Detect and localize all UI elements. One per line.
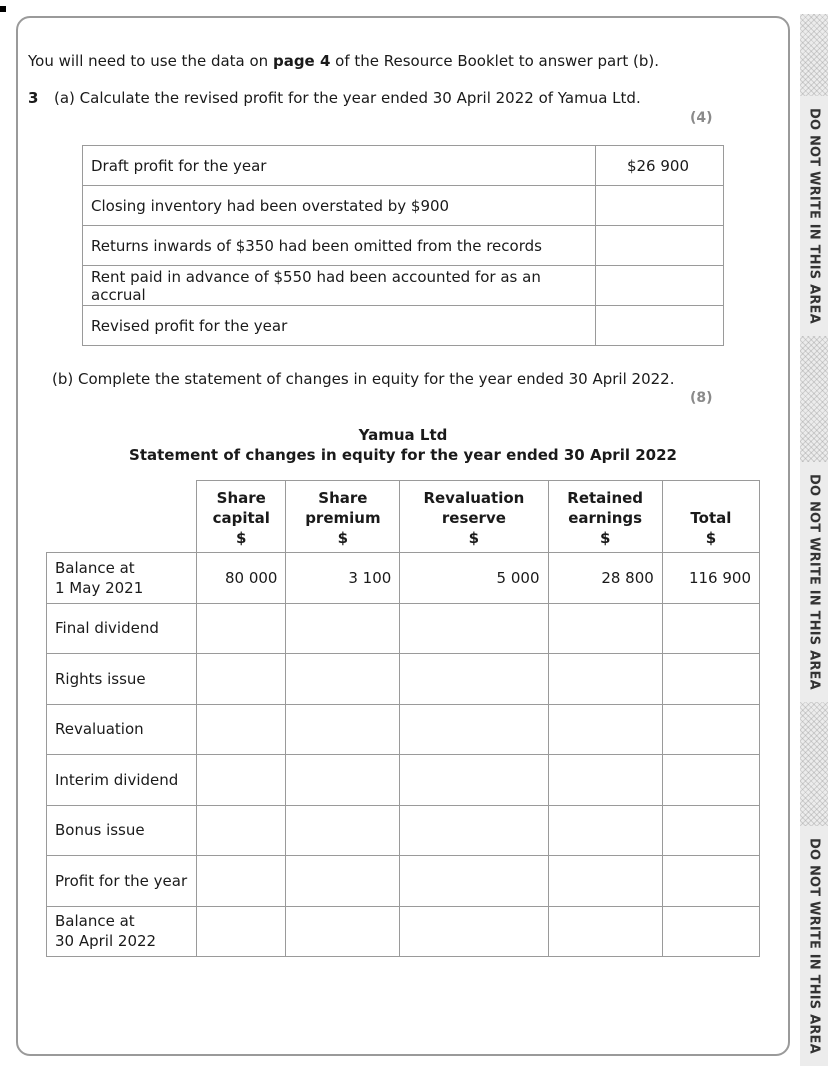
answer-cell[interactable] [286,704,400,755]
answer-cell[interactable] [596,186,724,226]
table-row [83,186,724,226]
answer-cell[interactable] [197,654,286,705]
row-label: Balance at 1 May 2021 [47,553,197,604]
table-row [47,553,760,604]
part-a-text: (a) Calculate the revised profit for the year ended 30 April 2022 of Yamua Ltd. [54,89,641,107]
part-b-text: (b) Complete the statement of changes in equity for the year ended 30 April 2022. [52,370,675,388]
answer-cell[interactable] [400,805,548,856]
row-label: Rights issue [47,654,197,705]
answer-cell[interactable] [662,654,759,705]
header-line1 [667,488,755,508]
table-row [47,654,760,705]
answer-cell[interactable] [400,603,548,654]
header-unit: $ [468,529,480,547]
row-label: Revised profit for the year [83,306,596,346]
table-row [47,704,760,755]
marks-part-a: (4) [690,110,713,126]
table-row [47,805,760,856]
answer-cell[interactable] [548,805,662,856]
table-row [47,755,760,806]
answer-cell[interactable] [197,704,286,755]
margin-strip [800,14,828,1054]
answer-cell[interactable] [548,654,662,705]
answer-cell[interactable] [286,856,400,907]
answer-cell: 28 800 [548,553,662,604]
answer-cell[interactable] [596,266,724,306]
table-row [47,856,760,907]
table-row [47,906,760,957]
answer-cell[interactable] [548,603,662,654]
row-label: Final dividend [47,603,197,654]
answer-cell[interactable] [286,805,400,856]
equity-statement-table [46,480,760,957]
answer-cell: 80 000 [197,553,286,604]
answer-cell[interactable] [286,906,400,957]
header-unit: $ [337,529,349,547]
answer-cell[interactable] [662,755,759,806]
answer-cell[interactable] [286,654,400,705]
table-row [83,306,724,346]
margin-label: DO NOT WRITE IN THIS AREA [800,826,828,1066]
answer-cell[interactable] [197,856,286,907]
margin-label: DO NOT WRITE IN THIS AREA [800,462,828,702]
answer-cell: 5 000 [400,553,548,604]
header-line2: reserve [441,509,506,527]
table-row [83,266,724,306]
statement-caption [0,425,806,465]
answer-cell[interactable] [548,755,662,806]
header-line1: Share [216,489,266,507]
answer-cell[interactable] [400,654,548,705]
answer-cell[interactable] [662,704,759,755]
table-row [83,226,724,266]
answer-cell: 116 900 [662,553,759,604]
marks-part-b: (8) [690,390,713,406]
answer-cell: 3 100 [286,553,400,604]
row-label: Profit for the year [47,856,197,907]
row-label: Returns inwards of $350 had been omitted from the records [83,226,596,266]
column-header [400,481,548,553]
revised-profit-table [82,145,724,346]
header-blank [47,481,197,553]
header-line1: Share [318,489,368,507]
answer-cell[interactable] [286,755,400,806]
answer-cell[interactable]: $26 900 [596,146,724,186]
row-label: Interim dividend [47,755,197,806]
table-row [47,603,760,654]
company-name: Yamua Ltd [358,426,448,444]
column-header [662,481,759,553]
answer-cell[interactable] [197,805,286,856]
answer-cell[interactable] [662,603,759,654]
column-header [286,481,400,553]
header-line2: capital [212,509,270,527]
answer-cell[interactable] [548,906,662,957]
answer-cell[interactable] [662,906,759,957]
column-header [197,481,286,553]
answer-cell[interactable] [197,906,286,957]
row-label: Rent paid in advance of $550 had been accounted for as an accrual [83,266,596,306]
answer-cell[interactable] [400,856,548,907]
answer-cell[interactable] [197,603,286,654]
header-unit: $ [599,529,611,547]
answer-cell[interactable] [662,856,759,907]
answer-cell[interactable] [596,306,724,346]
row-label: Balance at 30 April 2022 [47,906,197,957]
header-line2: earnings [568,509,643,527]
answer-cell[interactable] [548,704,662,755]
header-line2: premium [305,509,381,527]
statement-title: Statement of changes in equity for the year ended 30 April 2022 [129,446,677,464]
row-label: Revaluation [47,704,197,755]
corner-registration-mark [0,6,6,12]
answer-cell[interactable] [197,755,286,806]
header-line1: Retained [567,489,644,507]
header-line2: Total [690,509,732,527]
row-label: Closing inventory had been overstated by $900 [83,186,596,226]
answer-cell[interactable] [286,603,400,654]
answer-cell[interactable] [662,805,759,856]
margin-label: DO NOT WRITE IN THIS AREA [800,96,828,336]
answer-cell[interactable] [400,755,548,806]
header-line1: Revaluation [423,489,525,507]
question-3a [28,89,641,107]
header-unit: $ [705,529,717,547]
answer-cell[interactable] [596,226,724,266]
answer-cell[interactable] [400,906,548,957]
row-label: Bonus issue [47,805,197,856]
row-label: Draft profit for the year [83,146,596,186]
instruction-text: You will need to use the data on page 4 of the Resource Booklet to answer part (b). [28,52,659,70]
answer-cell[interactable] [400,704,548,755]
header-unit: $ [236,529,247,547]
question-number: 3 [28,89,39,107]
table-row [83,146,724,186]
column-header [548,481,662,553]
answer-cell[interactable] [548,856,662,907]
